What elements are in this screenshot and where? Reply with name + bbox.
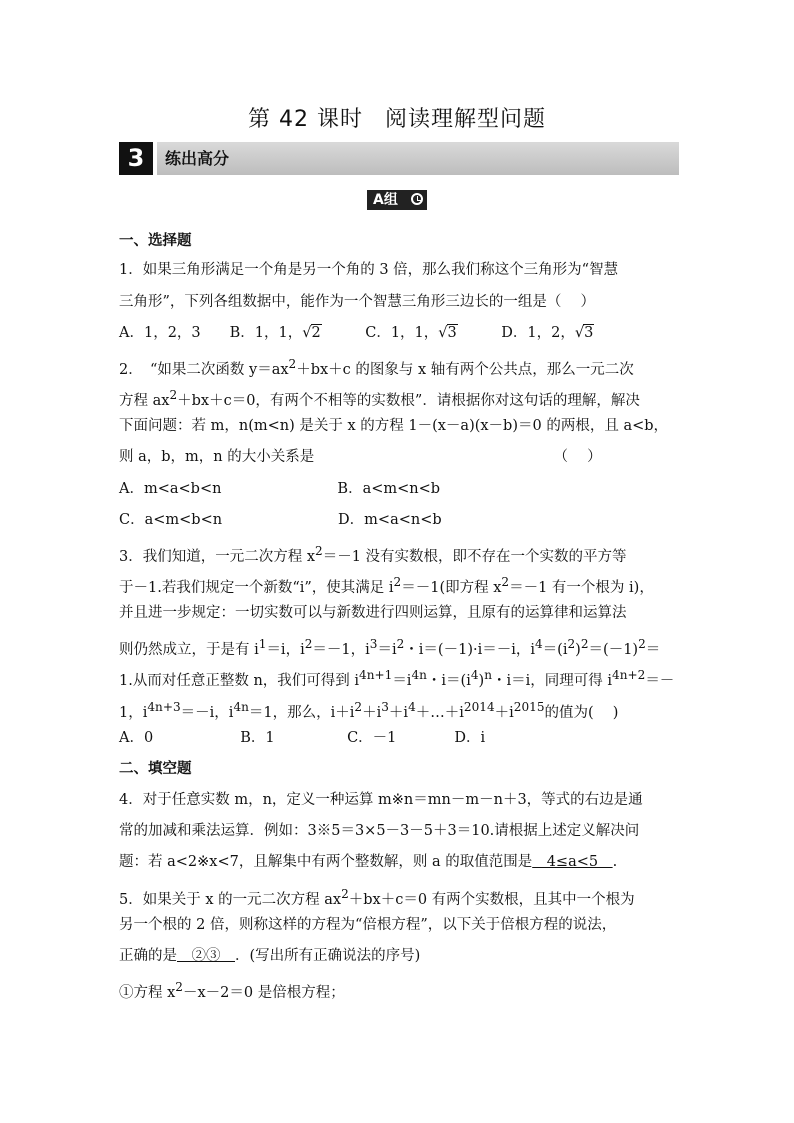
group-badge xyxy=(367,190,427,210)
text-line: 1，$i^{4n+3}=-i$，$i^{4n}=1$，那么，$i+i^2+i^3+i^4+\dots+i^{2014}+i^{2015}$的值为( ) xyxy=(119,700,619,721)
text-line: 正确的是 ②③ ．(写出所有正确说法的序号) xyxy=(119,948,421,964)
text-line: 1.从而对任意正整数 n，我们可得到 $i^{4n+1}=i^{4n}$・$i=(i^4)^n$・i＝i，同理可得 $i^{4n+2}=-$ xyxy=(119,668,675,689)
section-banner xyxy=(119,142,679,175)
text-line: 题：若 a<2※x<7，且解集中有两个整数解，则 a 的取值范围是 4≤a<5 . xyxy=(119,854,618,870)
text-line: 4．对于任意实数 m，n，定义一种运算 m※n＝mn－m－n＋3，等式的右边是通 xyxy=(119,792,643,808)
text-line: 常的加减和乘法运算．例如：3※5＝3×5－3－5＋3＝10.请根据上述定义解决问 xyxy=(119,823,640,839)
section-label: 练出高分 xyxy=(165,149,230,168)
group-badge-label: A组 xyxy=(373,192,398,208)
text-line: 并且进一步规定：一切实数可以与新数进行四则运算，且原有的运算律和运算法 xyxy=(119,605,627,621)
text-line: 则仍然成立，于是有 $i^1=i$，$i^2=-1$，$i^3=i^2$・i＝(－1)·i＝－i，$i^4=(i^2)^2=(-1)^2=$ xyxy=(119,637,661,658)
text-line: A．0 B．1 C．－1 D．i xyxy=(119,730,486,746)
text-line: 3．我们知道，一元二次方程 $x^2=-1$ 没有实数根，即不存在一个实数的平方等 xyxy=(119,544,627,565)
title-topic: 阅读理解型问题 xyxy=(384,107,546,132)
text-line: 方程 $ax^2+bx+c=0$，有两个不相等的实数根”．请根据你对这句话的理解，解决 xyxy=(119,388,640,409)
text-line: A．1，2，3 B．1，1，√2 C．1，1，√3 D．1，2，√3 xyxy=(119,325,594,341)
text-line: 1．如果三角形满足一个角是另一个角的 3 倍，那么我们称这个三角形为“智慧 xyxy=(119,262,619,278)
section-heading: 二、填空题 xyxy=(119,761,192,777)
page-title xyxy=(0,102,794,133)
text-line: 下面问题：若 m，n(m<n) 是关于 x 的方程 1－(x－a)(x－b)＝0 的两根，且 a<b， xyxy=(119,418,669,434)
text-line: 则 a，b，m，n 的大小关系是 （ ） xyxy=(119,449,602,465)
text-line: 2． “如果二次函数 $y=ax^2+bx+c$ 的图象与 x 轴有两个公共点，那么一元二次 xyxy=(119,357,634,378)
section-number: 3 xyxy=(119,142,153,175)
title-lesson-number: 第 42 课时 xyxy=(248,107,363,132)
section-heading: 一、选择题 xyxy=(119,233,192,249)
text-line: 另一个根的 2 倍，则称这样的方程为“倍根方程”，以下关于倍根方程的说法， xyxy=(119,917,617,933)
text-line: 5．如果关于 x 的一元二次方程 $ax^2+bx+c=0$ 有两个实数根，且其中一个根为 xyxy=(119,887,635,908)
text-line: 三角形”，下列各组数据中，能作为一个智慧三角形三边长的一组是（ ） xyxy=(119,294,596,310)
clock-icon xyxy=(411,193,423,205)
text-line: C．a<m<b<n D．m<a<n<b xyxy=(119,512,442,528)
text-line: ①方程 $x^2-x-2=0$ 是倍根方程； xyxy=(119,980,345,1001)
text-line: A．m<a<b<n B．a<m<n<b xyxy=(119,481,441,497)
text-line: 于－1.若我们规定一个新数“i”，使其满足 $i^2=-1$(即方程 $x^2=-1$ 有一个根为 i)， xyxy=(119,575,654,596)
